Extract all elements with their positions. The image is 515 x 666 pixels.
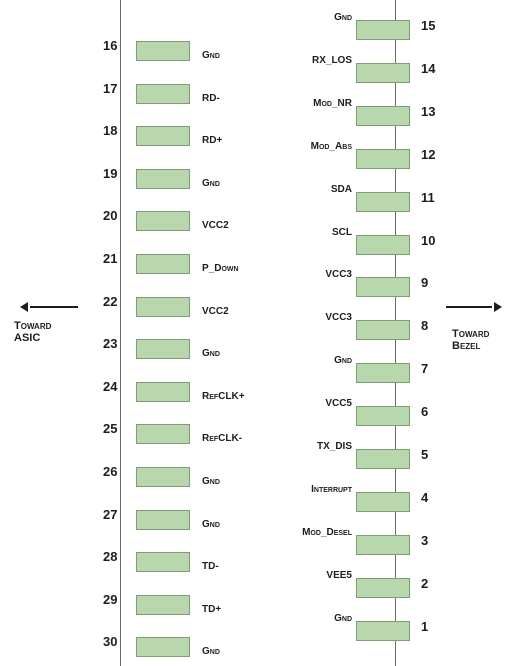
pin-29-number: 29 xyxy=(103,591,118,607)
pin-10-label: SCL xyxy=(332,226,352,238)
arrow-right-icon xyxy=(446,306,492,308)
pin-25-label: RefCLK- xyxy=(202,433,243,445)
pin-19-number: 19 xyxy=(103,165,118,181)
pin-8-number: 8 xyxy=(421,318,429,334)
pin-17-pad xyxy=(136,84,190,104)
pin-30-pad xyxy=(136,637,190,657)
pin-3-label: Mod_Desel xyxy=(302,526,352,538)
pin-10-number: 10 xyxy=(421,232,436,248)
pin-23-label: Gnd xyxy=(202,348,220,360)
pin-27-pad xyxy=(136,510,190,530)
pin-17-label: RD- xyxy=(202,92,220,104)
pin-22-pad xyxy=(136,297,190,317)
pin-28-label: TD- xyxy=(202,561,219,573)
pin-11-pad xyxy=(356,192,410,212)
pin-20-label: VCC2 xyxy=(202,220,229,232)
pin-22-label: VCC2 xyxy=(202,305,229,317)
pin-19-pad xyxy=(136,169,190,189)
pin-26-pad xyxy=(136,467,190,487)
pin-30-label: Gnd xyxy=(202,646,220,658)
pin-27-label: Gnd xyxy=(202,518,220,530)
pin-3-pad xyxy=(356,535,410,555)
pin-12-pad xyxy=(356,149,410,169)
pin-22-number: 22 xyxy=(103,293,118,309)
pin-1-label: Gnd xyxy=(334,612,352,624)
pin-4-pad xyxy=(356,492,410,512)
arrow-left-icon xyxy=(30,306,78,308)
pin-6-number: 6 xyxy=(421,404,429,420)
pin-6-label: VCC5 xyxy=(325,398,352,410)
pin-26-number: 26 xyxy=(103,464,118,479)
pin-28-number: 28 xyxy=(103,549,118,565)
pin-7-label: Gnd xyxy=(334,355,352,367)
pin-24-pad xyxy=(136,382,190,402)
pin-29-label: TD+ xyxy=(202,603,222,615)
pin-23-number: 23 xyxy=(103,336,118,352)
toward-asic-line1: Toward xyxy=(14,320,52,332)
pin-18-label: RD+ xyxy=(202,135,223,147)
pin-14-label: RX_LOS xyxy=(311,54,352,66)
pin-10-pad xyxy=(356,235,410,255)
pin-30-number: 30 xyxy=(103,634,118,650)
pin-2-number: 2 xyxy=(421,575,429,591)
pin-17-number: 17 xyxy=(103,80,118,96)
pin-3-number: 3 xyxy=(421,532,429,548)
pin-1-number: 1 xyxy=(421,618,429,634)
pin-16-pad xyxy=(136,41,190,61)
pin-9-label: VCC3 xyxy=(325,269,352,281)
pin-4-label: Interrupt xyxy=(311,483,352,495)
pin-11-number: 11 xyxy=(421,189,435,205)
pin-8-label: VCC3 xyxy=(325,312,352,324)
pin-13-label: Mod_NR xyxy=(313,97,352,109)
pin-23-pad xyxy=(136,339,190,359)
pin-7-pad xyxy=(356,363,410,383)
toward-bezel-line1: Toward xyxy=(452,328,490,340)
pin-2-pad xyxy=(356,578,410,598)
pin-13-number: 13 xyxy=(421,103,436,119)
pin-16-label: Gnd xyxy=(202,50,220,61)
pin-15-number: 15 xyxy=(421,18,436,33)
pin-15-pad xyxy=(356,20,410,40)
pin-4-number: 4 xyxy=(421,489,429,505)
pin-25-pad xyxy=(136,424,190,444)
pin-27-number: 27 xyxy=(103,506,118,522)
pin-28-pad xyxy=(136,552,190,572)
pin-7-number: 7 xyxy=(421,361,429,377)
pin-21-number: 21 xyxy=(103,251,118,266)
pin-25-number: 25 xyxy=(103,421,118,437)
pin-13-pad xyxy=(356,106,410,126)
pin-29-pad xyxy=(136,595,190,615)
pin-20-pad xyxy=(136,211,190,231)
pin-12-number: 12 xyxy=(421,146,436,162)
pin-5-number: 5 xyxy=(421,447,429,462)
pin-18-number: 18 xyxy=(103,123,118,139)
pin-21-pad xyxy=(136,254,190,274)
pin-1-pad xyxy=(356,621,410,641)
pin-14-number: 14 xyxy=(421,60,436,76)
pin-18-pad xyxy=(136,126,190,146)
toward-bezel-line2: Bezel xyxy=(452,340,481,352)
pin-9-pad xyxy=(356,277,410,297)
toward-bezel-label xyxy=(452,328,489,352)
pin-5-pad xyxy=(356,449,410,469)
pin-24-number: 24 xyxy=(103,378,118,394)
pin-16-number: 16 xyxy=(103,38,118,53)
pin-14-pad xyxy=(356,63,410,83)
pin-20-number: 20 xyxy=(103,208,118,224)
pin-9-number: 9 xyxy=(421,275,429,291)
pin-24-label: RefCLK+ xyxy=(202,390,245,402)
pin-6-pad xyxy=(356,406,410,426)
pin-2-label: VEE5 xyxy=(326,569,352,581)
pin-15-label: Gnd xyxy=(334,12,352,23)
pin-21-label: P_Down xyxy=(202,263,239,274)
pin-12-label: Mod_Abs xyxy=(310,140,352,152)
pin-5-label: TX_DIS xyxy=(316,441,352,452)
toward-asic-label xyxy=(14,320,51,344)
pin-11-label: SDA xyxy=(330,183,352,195)
pin-26-label: Gnd xyxy=(202,476,220,487)
pin-19-label: Gnd xyxy=(202,177,220,189)
pin-8-pad xyxy=(356,320,410,340)
toward-asic-line2: ASIC xyxy=(14,332,41,344)
